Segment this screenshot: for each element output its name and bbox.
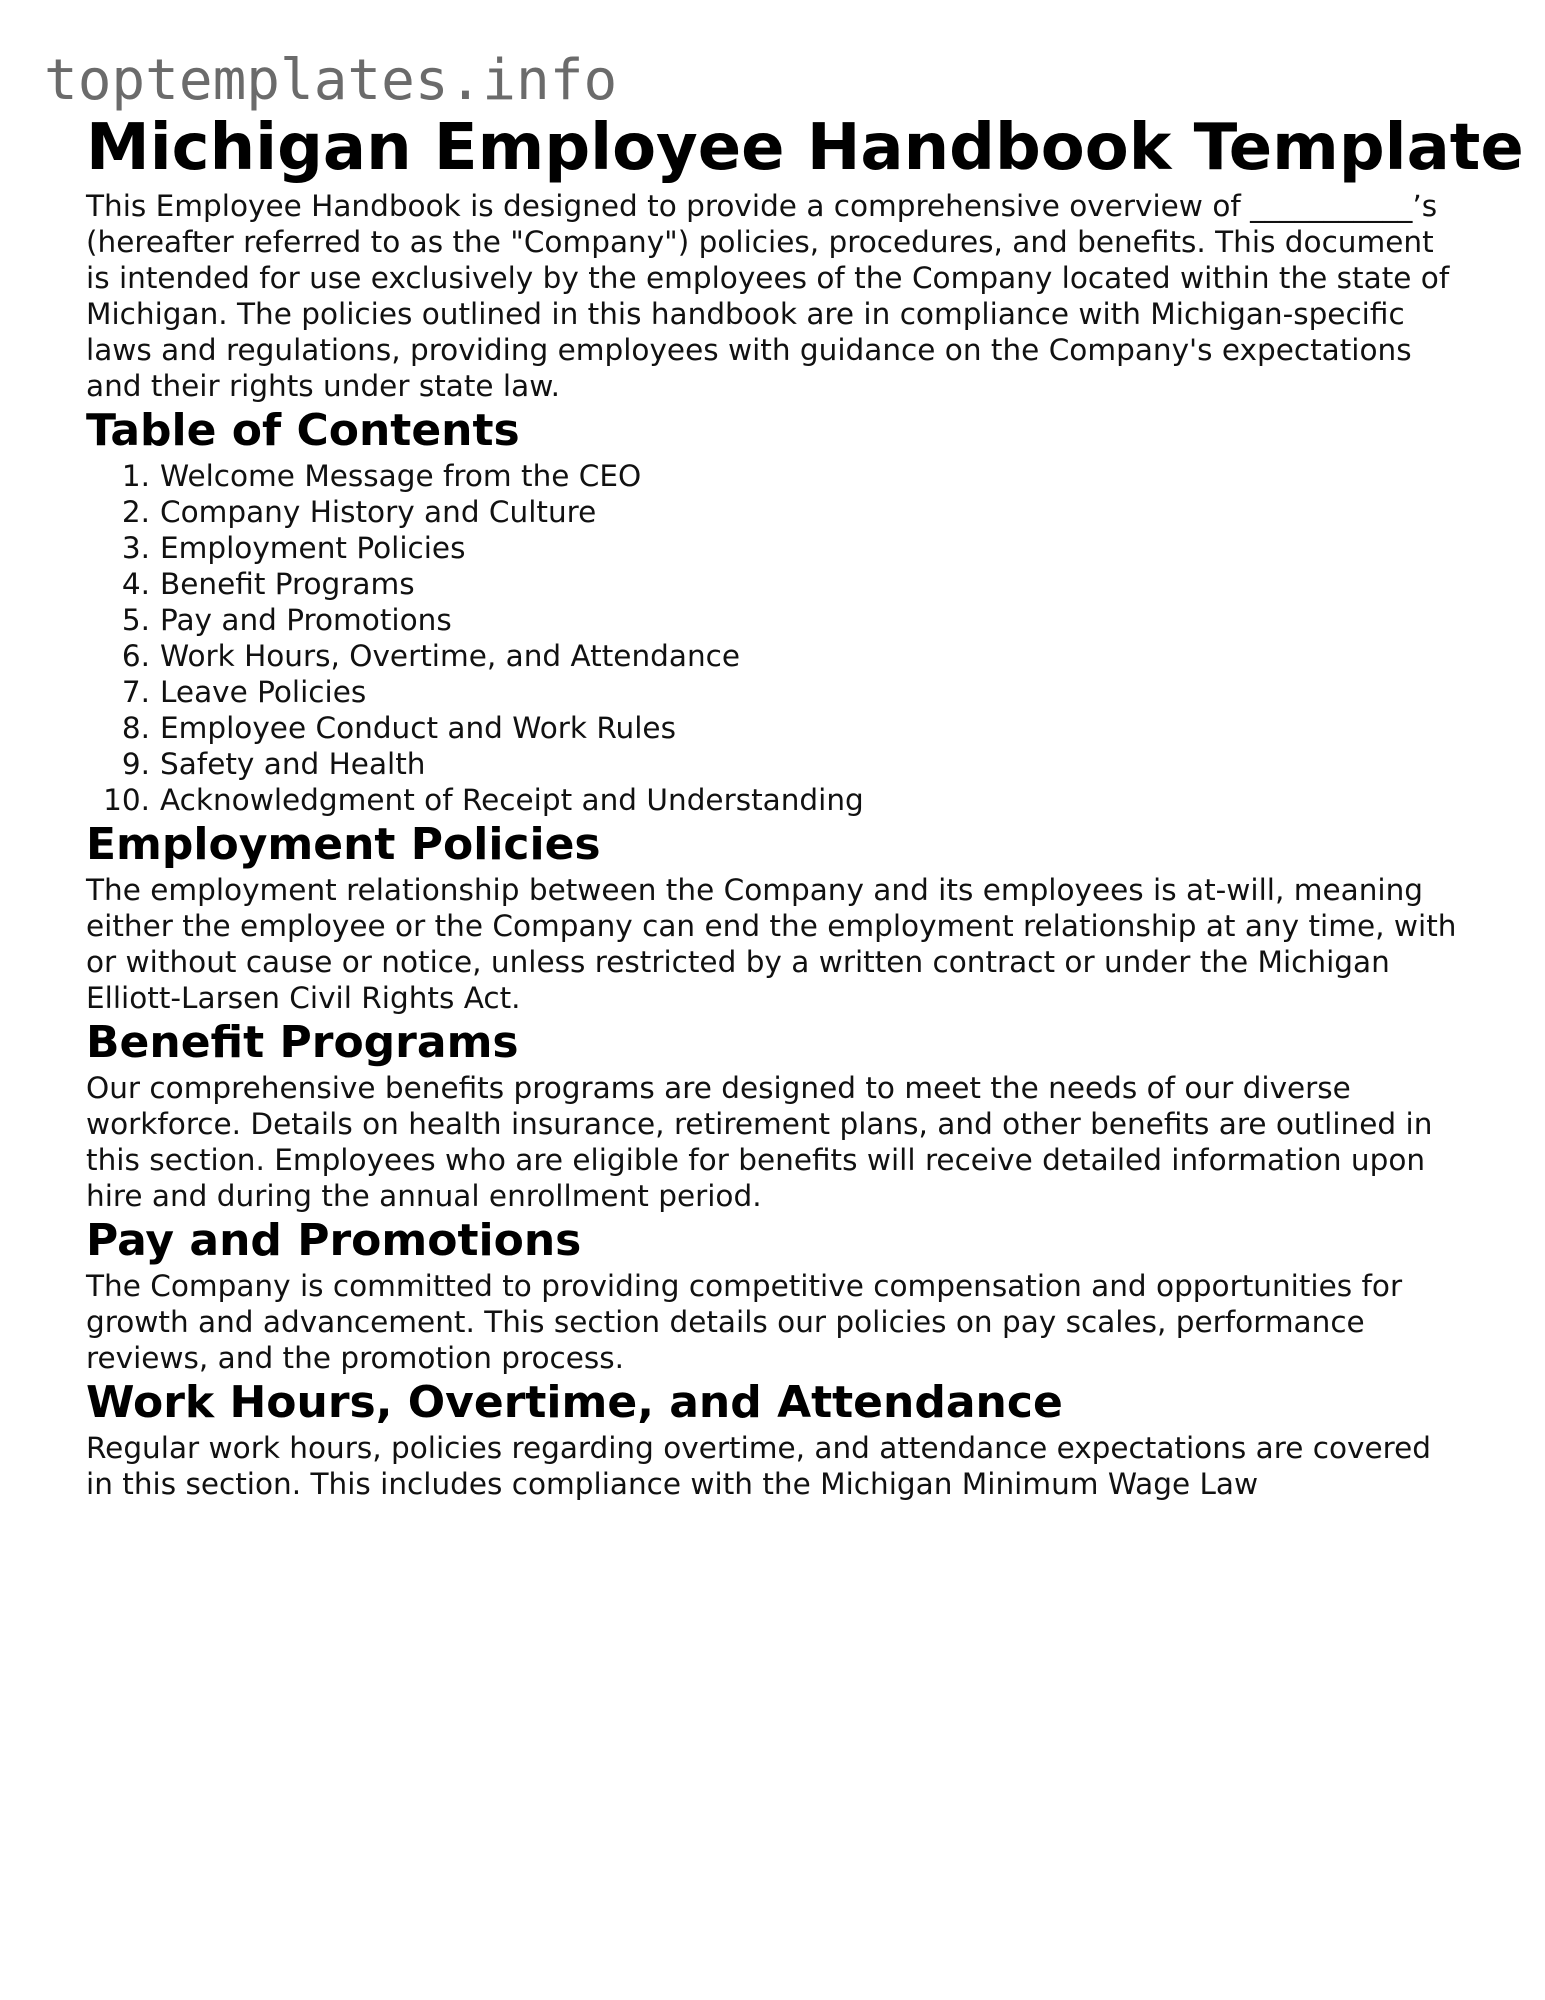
toc-item-number: 2. [121,495,150,529]
toc-item [86,710,1466,746]
toc-item [86,494,1466,530]
toc-item-label: Benefit Programs [160,567,415,601]
toc-item-number: 8. [121,711,150,745]
intro-paragraph: This Employee Handbook is designed to provide a comprehensive overview of ___________’s (hereafter referred to as the "Company") policies, procedures, and benefits. This document is intended for use exclusively by the employees of the Company located within the state of Michigan. The policies outlined in this handbook are in compliance with Michigan-specific laws and regulations, providing employees with guidance on the Company's expectations and their rights under state law. [86,189,1450,403]
section-heading-employment-policies: Employment Policies [86,819,601,870]
toc-item [86,566,1466,602]
toc-item-number: 7. [121,675,150,709]
toc-item-label: Leave Policies [160,675,367,709]
toc-item-label: Work Hours, Overtime, and Attendance [160,639,741,673]
toc-item [86,674,1466,710]
toc-item-label: Company History and Culture [160,495,597,529]
toc-item-label: Welcome Message from the CEO [160,459,642,493]
document-page [86,108,1524,1502]
section-body-benefit-programs: Our comprehensive benefits programs are designed to meet the needs of our diverse workforce. Details on health insurance, retirement plans, and other benefits are outlined in this section. Employees who are eligible for benefits will receive detailed information upon hire and during the annual enrollment period. [86,1071,1433,1213]
toc-item-label: Employment Policies [160,531,466,565]
toc-item [86,458,1466,494]
toc-item-number: 5. [121,603,150,637]
toc-list [86,458,1466,818]
section-body-work-hours: Regular work hours, policies regarding overtime, and attendance expectations are covered in this section. This includes compliance with the Michigan Minimum Wage Law [86,1431,1431,1501]
toc-item [86,638,1466,674]
toc-item-number: 3. [121,531,150,565]
toc-heading: Table of Contents [86,405,520,456]
section-heading-pay-and-promotions: Pay and Promotions [86,1215,582,1266]
toc-item-label: Pay and Promotions [160,603,452,637]
toc-item [86,782,1466,818]
toc-item-number: 6. [121,639,150,673]
toc-item-label: Safety and Health [160,747,426,781]
section-heading-work-hours: Work Hours, Overtime, and Attendance [86,1377,1063,1428]
toc-item-number: 10. [103,783,150,817]
watermark-text: toptemplates.info [44,48,618,113]
toc-item-number: 1. [121,459,150,493]
section-body-pay-and-promotions: The Company is committed to providing competitive compensation and opportunities for growth and advancement. This section details our policies on pay scales, performance reviews, and the promotion process. [86,1269,1403,1375]
toc-item-label: Employee Conduct and Work Rules [160,711,676,745]
toc-item-label: Acknowledgment of Receipt and Understanding [160,783,864,817]
toc-item [86,602,1466,638]
document-title: Michigan Employee Handbook Template [86,111,1524,185]
toc-item [86,746,1466,782]
toc-item [86,530,1466,566]
toc-item-number: 4. [121,567,150,601]
section-heading-benefit-programs: Benefit Programs [86,1017,519,1068]
toc-item-number: 9. [121,747,150,781]
section-body-employment-policies: The employment relationship between the Company and its employees is at-will, meaning either the employee or the Company can end the employment relationship at any time, with or without cause or notice, unless restricted by a written contract or under the Michigan Elliott-Larsen Civil Rights Act. [86,873,1457,1015]
